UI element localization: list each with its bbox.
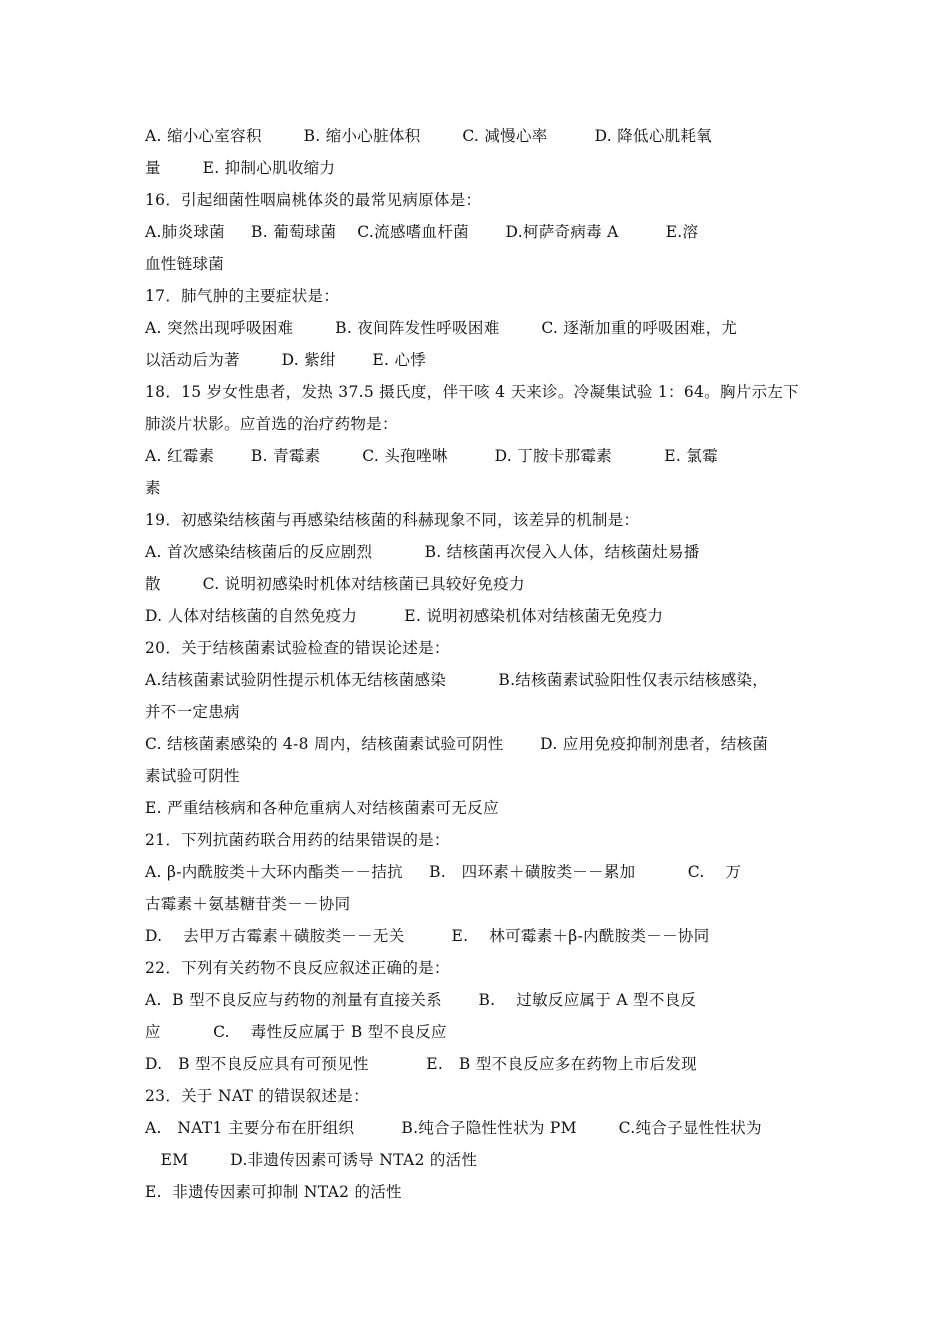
text-line: A. B 型不良反应与药物的剂量有直接关系 B. 过敏反应属于 A 型不良反 xyxy=(145,991,697,1009)
text-line: A.结核菌素试验阴性提示机体无结核菌感染 B.结核菌素试验阳性仅表示结核感染， xyxy=(145,671,769,689)
text-line: A. 突然出现呼吸困难 B. 夜间阵发性呼吸困难 C. 逐渐加重的呼吸困难，尤 xyxy=(145,319,738,337)
question-23: 23．关于 NAT 的错误叙述是： xyxy=(145,1087,369,1105)
text-line: 素 xyxy=(145,479,161,497)
text-line: E. 非遗传因素可抑制 NTA2 的活性 xyxy=(145,1183,402,1201)
text-line: A. β-内酰胺类＋大环内酯类－－拮抗 B. 四环素＋磺胺类－－累加 C. 万 xyxy=(145,863,742,881)
text-line: C. 结核菌素感染的 4-8 周内，结核菌素试验可阴性 D. 应用免疫抑制剂患者，结核菌 xyxy=(145,735,769,753)
question-19: 19．初感染结核菌与再感染结核菌的科赫现象不同，该差异的机制是： xyxy=(145,511,640,529)
text-line: 量 E. 抑制心肌收缩力 xyxy=(145,159,336,177)
text-line: 素试验可阴性 xyxy=(145,767,240,785)
text-line: EM D.非遗传因素可诱导 NTA2 的活性 xyxy=(145,1151,478,1169)
text-line: D. B 型不良反应具有可预见性 E. B 型不良反应多在药物上市后发现 xyxy=(145,1055,697,1073)
text-line: D. 去甲万古霉素＋磺胺类－－无关 E. 林可霉素＋β-内酰胺类－－协同 xyxy=(145,927,710,945)
text-line: D. 人体对结核菌的自然免疫力 E. 说明初感染机体对结核菌无免疫力 xyxy=(145,607,664,625)
text-line: E. 严重结核病和各种危重病人对结核菌素可无反应 xyxy=(145,799,499,817)
question-22: 22．下列有关药物不良反应叙述正确的是： xyxy=(145,959,450,977)
question-20: 20．关于结核菌素试验检查的错误论述是： xyxy=(145,639,450,657)
text-line: 肺淡片状影。应首选的治疗药物是： xyxy=(145,415,398,433)
question-21: 21．下列抗菌药联合用药的结果错误的是： xyxy=(145,831,450,849)
question-17: 17．肺气肿的主要症状是： xyxy=(145,287,340,305)
text-line: 并不一定患病 xyxy=(145,703,240,721)
text-line: A. 首次感染结核菌后的反应剧烈 B. 结核菌再次侵入人体，结核菌灶易播 xyxy=(145,543,700,561)
text-line: 古霉素＋氨基糖苷类－－协同 xyxy=(145,895,351,913)
text-line: 应 C. 毒性反应属于 B 型不良反应 xyxy=(145,1023,447,1041)
text-line: A. 缩小心室容积 B. 缩小心脏体积 C. 减慢心率 D. 降低心肌耗氧 xyxy=(145,127,713,145)
text-line: 血性链球菌 xyxy=(145,255,225,273)
text-line: A. NAT1 主要分布在肝组织 B.纯合子隐性性状为 PM C.纯合子显性性状为 xyxy=(145,1119,762,1137)
text-line: 以活动后为著 D. 紫绀 E. 心悸 xyxy=(145,351,427,369)
text-line: A.肺炎球菌 B. 葡萄球菌 C.流感嗜血杆菌 D.柯萨奇病毒 A E.溶 xyxy=(145,223,699,241)
question-16: 16．引起细菌性咽扁桃体炎的最常见病原体是： xyxy=(145,191,482,209)
text-line: A. 红霉素 B. 青霉素 C. 头孢唑啉 D. 丁胺卡那霉素 E. 氯霉 xyxy=(145,447,718,465)
question-18: 18．15 岁女性患者，发热 37.5 摄氏度，伴干咳 4 天来诊。冷凝集试验 1：64。胸片示左下 xyxy=(145,383,799,401)
text-line: 散 C. 说明初感染时机体对结核菌已具较好免疫力 xyxy=(145,575,525,593)
